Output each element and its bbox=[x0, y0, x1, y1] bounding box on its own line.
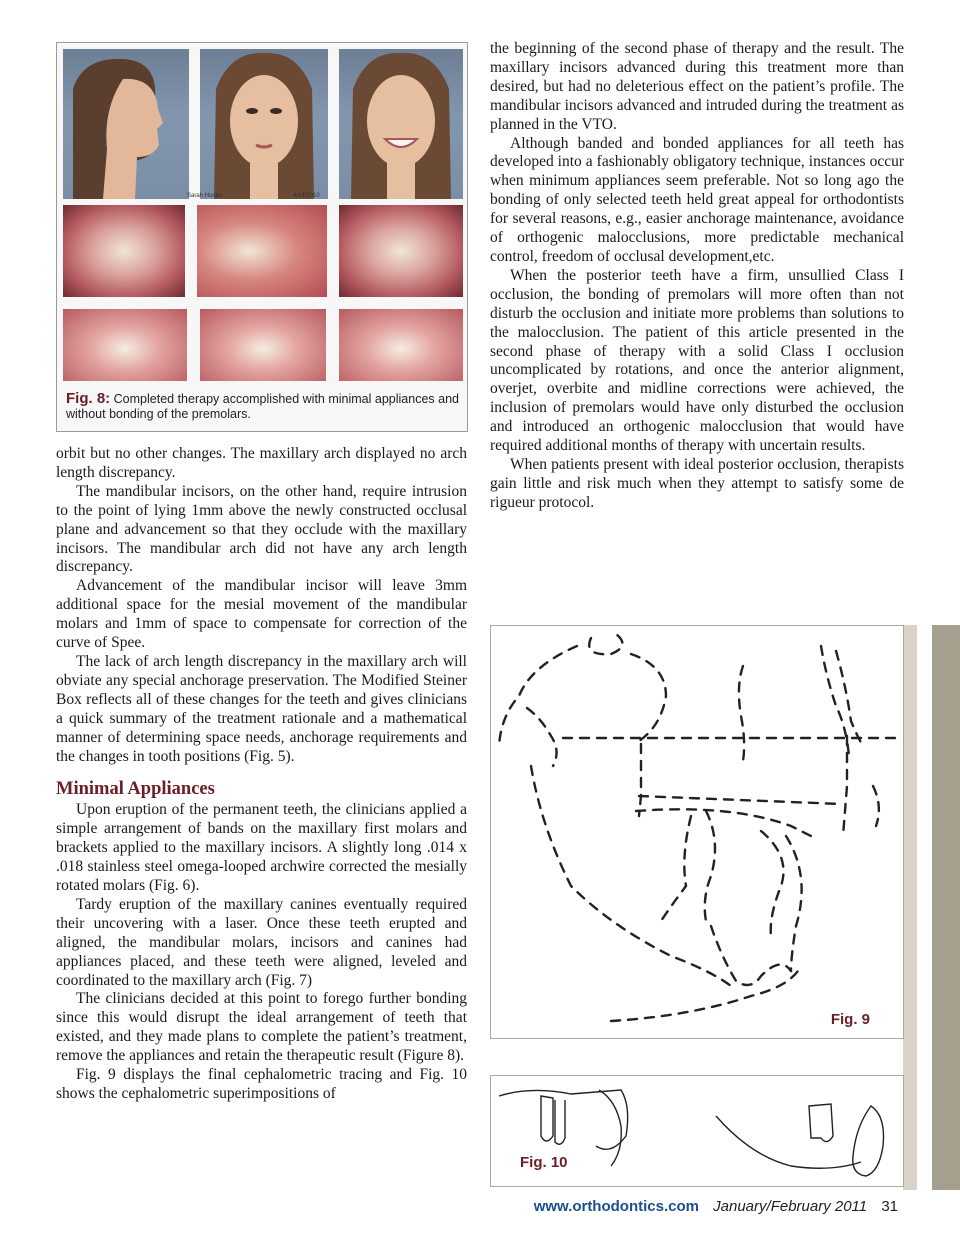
paragraph: Tardy eruption of the maxillary canines eventually required their uncovering with a laser. Once these teeth erupted and aligned, the mandibular molars, incisors and canines had appliances placed, and these teeth were aligned, leveled and coordinated to the maxillary arch (Fig. 7) bbox=[56, 895, 467, 989]
figure-8-label: Fig. 8: bbox=[66, 390, 111, 407]
page-number: 31 bbox=[881, 1198, 898, 1215]
figure-10-label: Fig. 10 bbox=[520, 1154, 568, 1171]
maxillary-occlusal-photo bbox=[63, 205, 185, 297]
frontal-face-illustration bbox=[200, 49, 328, 199]
page-footer bbox=[534, 1198, 898, 1215]
figure-9-label: Fig. 9 bbox=[830, 1011, 870, 1028]
footer-date: January/February 2011 bbox=[713, 1198, 868, 1215]
figure-8 bbox=[56, 42, 468, 432]
page-edge-tab bbox=[932, 625, 960, 1190]
figure-8-caption-text: Completed therapy accomplished with minimal appliances and without bonding of the premolars. bbox=[66, 392, 459, 421]
paragraph: The mandibular incisors, on the other hand, require intrusion to the point of lying 1mm above the newly constructed occlusal plane and advancement so that they occlude with the maxillary incisors. The mandibular arch did not have any arch length discrepancy. bbox=[56, 482, 467, 576]
buccal-right-2-photo bbox=[339, 309, 463, 381]
mandibular-occlusal-photo bbox=[339, 205, 463, 297]
left-column bbox=[56, 445, 467, 1104]
page-edge-strip bbox=[903, 625, 917, 1190]
paragraph: When the posterior teeth have a firm, unsullied Class I occlusion, the bonding of premolars will more often than not disturb the occlusion and initiate more problems than solutions to the malocclusion. The patient of this article presented in the second phase of therapy with a solid Class I occlusion uncomplicated by rotations, and once the anterior alignment, overjet, overbite and midline corrections were achieved, the inclusion of premolars would have only disturbed the occlusion and introduced an orthogenic malocclusion that would have required additional months of therapy with uncertain results. bbox=[490, 266, 904, 455]
paragraph: orbit but no other changes. The maxillary arch displayed no arch length discrepancy. bbox=[56, 445, 467, 481]
figure-10 bbox=[490, 1075, 904, 1187]
right-column bbox=[490, 40, 904, 513]
frontal-occlusion-photo bbox=[200, 309, 326, 381]
footer-url-link[interactable]: www.orthodontics.com bbox=[533, 1198, 699, 1215]
paragraph: the beginning of the second phase of therapy and the result. The maxillary incisors advanced during this treatment more than desired, but had no deleterious effect on the patient’s profile. The mandibular incisors advanced and intruded during the treatment as planned in the VTO. bbox=[490, 40, 904, 133]
section-heading: Minimal Appliances bbox=[56, 779, 215, 800]
smiling-photo bbox=[339, 49, 463, 199]
paragraph: The lack of arch length discrepancy in the maxillary arch will obviate any special anchorage preservation. The Modified Steiner Box reflects all of these changes for the teeth and gives clinicians a quick summary of the treatment rationale and a mathematical manner of determining space needs, anchorage requirements and the changes in tooth positions (Fig. 5). bbox=[56, 652, 467, 765]
buccal-left-photo bbox=[63, 309, 187, 381]
photo-date-tag: 4/14/2010 bbox=[293, 193, 320, 199]
paragraph: Upon eruption of the permanent teeth, the clinicians applied a simple arrangement of bands on the maxillary first molars and brackets applied to the maxillary incisors. A slightly long .014 x .018 stainless steel omega-looped archwire corrected the mesially rotated molars (Fig. 6). bbox=[56, 801, 467, 895]
buccal-right-photo bbox=[197, 205, 327, 297]
cephalometric-tracing bbox=[491, 626, 903, 1038]
paragraph: Advancement of the mandibular incisor will leave 3mm additional space for the mesial movement of the mandibular molars and 1mm of space to compensate for correction of the curve of Spee. bbox=[56, 577, 467, 652]
paragraph: When patients present with ideal posterior occlusion, therapists gain little and risk much when they attempt to satisfy some de rigueur protocol. bbox=[490, 455, 904, 511]
paragraph: Fig. 9 displays the final cephalometric tracing and Fig. 10 shows the cephalometric superimpositions of bbox=[56, 1066, 467, 1102]
smiling-face-illustration bbox=[339, 49, 463, 199]
paragraph: The clinicians decided at this point to forego further bonding since this would disrupt the ideal arrangement of teeth that existed, and they made plans to complete the patient’s treatment, remove the appliances and retain the therapeutic result (Figure 8). bbox=[56, 990, 467, 1065]
figure-9 bbox=[490, 625, 904, 1039]
profile-photo bbox=[63, 49, 189, 199]
frontal-photo bbox=[200, 49, 328, 199]
photo-name-tag: Sarah Hunter bbox=[187, 193, 223, 199]
figure-8-caption bbox=[66, 391, 461, 422]
paragraph: Although banded and bonded appliances for all teeth has developed into a fashionably obligatory technique, instances occur when minimum appliances seem preferable. Not so long ago the bonding of only selected teeth held great appeal for orthodontists for several reasons, e.g., easier anchorage maintenance, avoidance of orthogenic malocclusions, more predictable mechanical control, freedom of occlusal development,etc. bbox=[490, 134, 904, 265]
profile-face-illustration bbox=[63, 49, 189, 199]
